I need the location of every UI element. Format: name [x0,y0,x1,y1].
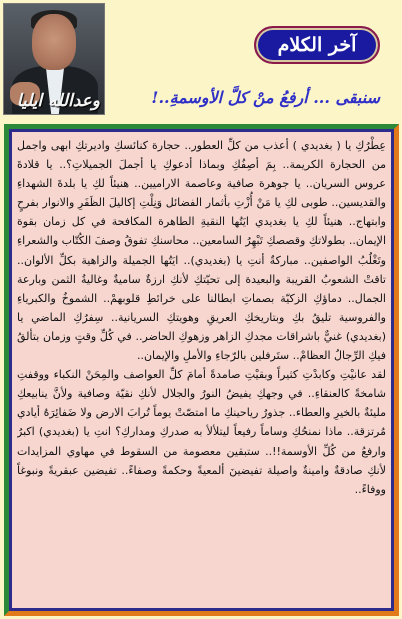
column-title-badge [254,26,380,64]
column-title: آخر الكلام [277,34,357,56]
article-frame [4,124,399,616]
article-subtitle: سنبقى ... أرفعُ منْ كلَّ الأوسمةِ..! [151,88,380,107]
article-body [17,136,386,604]
photo-face [32,14,76,70]
article-panel [9,129,394,611]
article-paragraph-2: لقد عانيْتِ وكابدْتِ كثيراً وبقيْتِ صامدةً أمامَ كلِّ العواصف والمِحَنْ النكباء ووقفتِ شامخةً كالعنقاءِ.. في وجهكِ يفيضُ النورُ والجلال لأنكِ نقيّة وصافية ولأنَّ ينابيعكِ مليئةٌ بالخيرِ والعطاء.. جذورُ رياحينكِ ما امتصّتْ يوماً تُرابَ الارض ولا ضَفائِرَهُ أيادي مُرتزقة.. ماذا نمنحُكِ وساماً رفيعاً ليتلألأ به صدركِ ومداركِ؟ انتِ يا (بغديدي) اكبرُ وارفعُ من كُلِّ الأوسمة!!.. ستبقين معصومة من السقوط في مهاوي المزايدات لأنكِ صادقةٌ وامينةٌ واصيلة تفيضينَ ألمعيةً وحكمةً وصفاءً.. تفيضين عبقريةً ونبوغاً ووفاءً.. [17,368,386,496]
article-paragraph-1: عِطْرُكِ يا ( بغديدي ) أعذب من كلِّ العطور.. حجارة كنائسكِ واديرتكِ ابهى واجمل من الحجارة الكريمة.. بِمَ أصِفُكِ وبماذا أدعوكِ يا أجملَ الجميلاتِ؟.. يا قلادةَ عروس السريان.. يا جوهرة صافية وعاصمة الاراميين.. هنيئاً لكِ يا بلدةَ الشهداءِ والقديسين.. طوبى لكِ يا مَنْ أُزْتِ بأثمار الفضائل وَنِلْتِ إكاليلَ الظَفَرِ والانوار بفرحٍ وابتهاج.. هنيئاً لكِ يا بغديدي ايَتُها النقيةِ الطاهرة المكافحة في كل زمان بقوة الإيمان.. بطولاتكِ وقصصكِ تَبْهِرُ السامعين.. محاسنكِ تفوقُ وصفَ الكُتّاب والشعراءِ وتَغْلُبُ الواصفين.. مباركةٌ أنتِ يا (بغديدي).. ايَتُها الجميلة والزاهية بكلِّ الألوان.. تاقتْ الشعوبُ القريبة والبعيدة إلى تحيّتكِ لأنكِ ارزةٌ ساميةٌ وغاليةُ الثمن وبارعة الجمال.. دماؤكِ الزكيّة بصماتِ ابطالنا على خرائطِ قلوبهمْ.. الشموخُ والكبرياءِ والفروسية تليقُ بكِ وبتاريخكِ العريقِ وهويتكِ السريانية.. سِفرُكِ الماضي يا (بغديدي) غنيٌّ باشراقات مجدكِ الزاهر وزهوكِ الحاضر.. في كُلِّ وقتٍ وزمان بتألقُ فيكِ الرِّجالُ العظامْ.. ستَرفلين بالرّجاءِ والأملِ والإيمان.. [17,139,386,363]
author-signature: وعدالله ايليا [16,91,100,111]
author-photo [3,3,105,115]
